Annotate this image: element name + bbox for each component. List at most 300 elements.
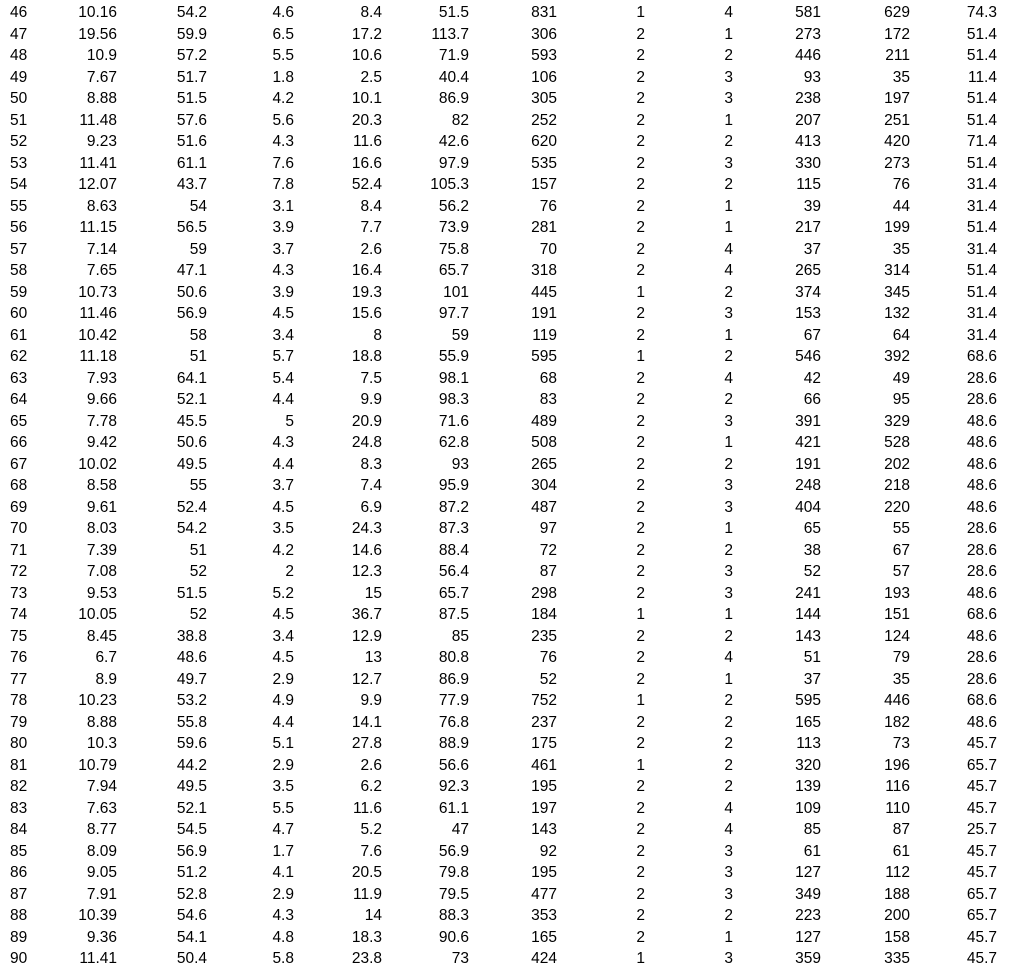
table-cell: 67 <box>892 541 910 559</box>
table-cell: 37 <box>803 240 821 258</box>
table-cell: 320 <box>795 756 821 774</box>
table-cell: 52.8 <box>176 885 207 903</box>
table-cell: 11.6 <box>352 799 382 817</box>
table-cell: 45.7 <box>966 842 997 860</box>
table-cell: 87.3 <box>438 520 469 537</box>
table-cell: 4.3 <box>272 133 294 150</box>
table-cell: 329 <box>884 412 910 430</box>
table-cell: 197 <box>884 90 910 107</box>
table-row <box>0 647 1024 669</box>
table-cell: 13 <box>364 649 382 666</box>
row-index-cell: 66 <box>10 434 28 451</box>
table-cell: 200 <box>884 907 910 924</box>
table-cell: 2 <box>636 25 645 43</box>
table-cell: 461 <box>531 756 557 774</box>
table-cell: 195 <box>531 778 557 795</box>
table-cell: 10.9 <box>86 47 117 64</box>
table-cell: 2 <box>636 627 645 645</box>
table-cell: 11.41 <box>79 154 117 172</box>
table-cell: 51.4 <box>966 219 997 236</box>
row-index-cell: 90 <box>10 950 28 967</box>
table-cell: 238 <box>795 90 821 107</box>
table-row <box>0 411 1024 433</box>
table-cell: 188 <box>884 885 910 903</box>
table-cell: 68.6 <box>966 606 997 623</box>
row-index-cell: 50 <box>10 90 28 107</box>
table-cell: 127 <box>795 864 821 881</box>
table-cell: 4.4 <box>272 713 294 731</box>
table-cell: 38.8 <box>176 627 207 645</box>
table-cell: 48.6 <box>966 412 997 430</box>
table-cell: 1.7 <box>272 842 294 860</box>
table-cell: 2.5 <box>360 68 382 86</box>
table-cell: 413 <box>795 133 821 150</box>
table-row <box>0 927 1024 949</box>
table-cell: 54 <box>189 197 207 215</box>
table-cell: 9.42 <box>86 434 117 451</box>
table-cell: 28.6 <box>966 563 997 580</box>
table-cell: 28.6 <box>966 670 997 688</box>
table-cell: 3 <box>724 412 733 430</box>
table-cell: 10.23 <box>78 692 117 709</box>
table-cell: 265 <box>531 455 557 473</box>
table-cell: 446 <box>884 692 910 709</box>
table-cell: 56.9 <box>438 842 469 860</box>
table-cell: 4 <box>724 369 733 387</box>
table-cell: 57.6 <box>176 111 207 129</box>
row-index-cell: 82 <box>10 778 28 795</box>
table-cell: 273 <box>884 154 910 172</box>
table-cell: 77.9 <box>438 692 469 709</box>
table-cell: 51 <box>189 541 207 559</box>
table-cell: 345 <box>884 283 910 301</box>
table-cell: 5.2 <box>360 821 382 838</box>
table-cell: 353 <box>531 907 557 924</box>
table-cell: 2 <box>636 305 645 322</box>
table-cell: 2 <box>636 68 645 86</box>
table-cell: 7.4 <box>360 477 382 494</box>
table-cell: 119 <box>532 326 557 344</box>
table-cell: 17.2 <box>351 25 382 43</box>
table-cell: 4 <box>724 262 733 279</box>
table-cell: 11.9 <box>352 885 382 903</box>
table-row <box>0 88 1024 110</box>
table-row <box>0 368 1024 390</box>
table-cell: 50.6 <box>176 434 207 451</box>
table-cell: 9.23 <box>86 133 117 150</box>
table-cell: 8.9 <box>95 670 117 688</box>
table-cell: 2 <box>636 90 645 107</box>
table-cell: 54.5 <box>176 821 207 838</box>
table-cell: 191 <box>531 305 557 322</box>
table-cell: 3.5 <box>272 520 294 537</box>
table-cell: 172 <box>884 25 910 43</box>
table-cell: 4.5 <box>272 606 294 623</box>
table-cell: 8 <box>373 326 382 344</box>
table-cell: 2 <box>636 864 645 881</box>
table-cell: 1 <box>636 348 645 365</box>
table-cell: 3.9 <box>272 219 294 236</box>
row-index-cell: 72 <box>10 563 28 580</box>
table-cell: 31.4 <box>966 305 997 322</box>
table-cell: 65 <box>803 520 821 537</box>
table-cell: 9.36 <box>86 928 117 946</box>
table-cell: 195 <box>531 864 557 881</box>
row-index-cell: 83 <box>10 799 28 817</box>
table-cell: 4.2 <box>272 541 294 559</box>
table-cell: 374 <box>795 283 821 301</box>
table-cell: 4 <box>724 4 733 21</box>
table-row <box>0 282 1024 304</box>
table-row <box>0 862 1024 884</box>
table-cell: 3 <box>724 68 733 86</box>
table-cell: 86.9 <box>438 670 469 688</box>
table-row <box>0 561 1024 583</box>
table-cell: 57.2 <box>176 47 207 64</box>
table-cell: 48.6 <box>966 627 997 645</box>
table-cell: 2.9 <box>272 670 294 688</box>
table-cell: 55 <box>892 520 910 537</box>
table-cell: 73.9 <box>438 219 469 236</box>
table-cell: 49.5 <box>176 778 207 795</box>
table-cell: 20.5 <box>351 864 382 881</box>
table-cell: 273 <box>795 25 821 43</box>
table-cell: 7.78 <box>86 412 117 430</box>
table-cell: 67 <box>803 326 821 344</box>
row-index-cell: 68 <box>10 477 28 494</box>
table-cell: 314 <box>884 262 910 279</box>
row-index-cell: 46 <box>10 4 28 21</box>
row-index-cell: 80 <box>10 735 28 752</box>
table-cell: 8.88 <box>86 90 117 107</box>
row-index-cell: 87 <box>10 885 28 903</box>
table-cell: 88.9 <box>438 735 469 752</box>
table-cell: 10.6 <box>351 47 382 64</box>
table-cell: 3 <box>724 584 733 602</box>
table-row <box>0 733 1024 755</box>
table-cell: 2 <box>636 778 645 795</box>
table-cell: 2.9 <box>272 756 294 774</box>
table-cell: 2 <box>636 47 645 64</box>
table-cell: 42 <box>803 369 821 387</box>
table-cell: 2 <box>636 111 645 129</box>
table-cell: 85 <box>803 821 821 838</box>
table-cell: 45.7 <box>966 778 997 795</box>
table-cell: 4 <box>724 799 733 817</box>
row-index-cell: 73 <box>10 584 28 602</box>
table-cell: 831 <box>531 4 557 21</box>
table-cell: 241 <box>795 584 821 602</box>
table-cell: 44.2 <box>176 756 207 774</box>
table-cell: 10.02 <box>78 455 117 473</box>
table-cell: 199 <box>884 219 910 236</box>
table-cell: 3 <box>724 154 733 172</box>
table-cell: 7.39 <box>86 541 117 559</box>
table-cell: 1 <box>724 670 733 688</box>
table-cell: 237 <box>531 713 557 731</box>
table-cell: 2 <box>636 498 645 516</box>
table-cell: 3 <box>724 90 733 107</box>
table-cell: 70 <box>539 240 557 258</box>
table-cell: 2 <box>636 735 645 752</box>
table-cell: 48.6 <box>966 713 997 731</box>
table-cell: 4.7 <box>272 821 294 838</box>
table-cell: 31.4 <box>966 197 997 215</box>
table-cell: 182 <box>884 713 910 731</box>
table-cell: 1 <box>724 111 733 129</box>
table-row <box>0 540 1024 562</box>
table-cell: 51.5 <box>438 4 469 21</box>
table-cell: 2 <box>636 391 645 408</box>
table-cell: 2 <box>636 907 645 924</box>
table-cell: 48.6 <box>966 477 997 494</box>
table-cell: 3 <box>724 864 733 881</box>
table-cell: 2 <box>724 283 733 301</box>
table-cell: 53.2 <box>176 692 207 709</box>
table-row <box>0 389 1024 411</box>
row-index-cell: 52 <box>10 133 28 150</box>
table-cell: 97.7 <box>438 305 469 322</box>
row-index-cell: 54 <box>10 176 28 193</box>
table-cell: 56.6 <box>438 756 469 774</box>
table-cell: 2 <box>636 928 645 946</box>
table-row <box>0 45 1024 67</box>
table-cell: 1 <box>724 219 733 236</box>
table-cell: 4.4 <box>272 391 294 408</box>
row-index-cell: 58 <box>10 262 28 279</box>
table-cell: 10.3 <box>86 735 117 752</box>
table-cell: 79.5 <box>438 885 469 903</box>
table-cell: 27.8 <box>351 735 382 752</box>
table-cell: 75.8 <box>438 240 469 258</box>
table-cell: 7.94 <box>86 778 117 795</box>
table-cell: 196 <box>884 756 910 774</box>
table-cell: 14.1 <box>351 713 382 731</box>
table-cell: 620 <box>531 133 557 150</box>
table-cell: 16.6 <box>351 154 382 172</box>
table-cell: 7.6 <box>272 154 294 172</box>
table-cell: 2 <box>636 240 645 258</box>
table-cell: 116 <box>885 778 910 795</box>
table-cell: 424 <box>531 950 557 967</box>
table-row <box>0 776 1024 798</box>
table-cell: 10.73 <box>78 283 117 301</box>
table-cell: 2 <box>636 369 645 387</box>
table-cell: 28.6 <box>966 520 997 537</box>
table-cell: 11.4 <box>967 68 997 86</box>
table-cell: 56.5 <box>176 219 207 236</box>
table-cell: 18.8 <box>351 348 382 365</box>
table-cell: 5.8 <box>272 950 294 967</box>
table-cell: 581 <box>795 4 821 21</box>
table-cell: 92 <box>539 842 557 860</box>
table-cell: 51.2 <box>176 864 207 881</box>
table-cell: 52.1 <box>176 391 207 408</box>
table-cell: 2 <box>636 885 645 903</box>
table-cell: 1 <box>724 606 733 623</box>
table-row <box>0 475 1024 497</box>
table-cell: 8.4 <box>360 197 382 215</box>
table-cell: 52.1 <box>176 799 207 817</box>
table-cell: 97 <box>539 520 557 537</box>
table-cell: 88.3 <box>438 907 469 924</box>
table-cell: 57 <box>892 563 910 580</box>
table-cell: 7.5 <box>360 369 382 387</box>
table-cell: 4.4 <box>272 455 294 473</box>
table-cell: 175 <box>531 735 557 752</box>
table-row <box>0 841 1024 863</box>
table-cell: 79 <box>892 649 910 666</box>
table-cell: 2 <box>636 541 645 559</box>
table-cell: 65.7 <box>966 756 997 774</box>
table-cell: 446 <box>795 47 821 64</box>
table-cell: 217 <box>795 219 821 236</box>
table-row <box>0 884 1024 906</box>
table-cell: 80.8 <box>438 649 469 666</box>
table-cell: 10.79 <box>78 756 117 774</box>
table-cell: 445 <box>531 283 557 301</box>
table-cell: 5.5 <box>272 47 294 64</box>
table-cell: 9.61 <box>86 498 117 516</box>
table-cell: 5.6 <box>272 111 294 129</box>
table-cell: 43.7 <box>176 176 207 193</box>
table-cell: 95.9 <box>438 477 469 494</box>
table-cell: 2 <box>724 627 733 645</box>
row-index-cell: 84 <box>10 821 28 838</box>
table-cell: 487 <box>531 498 557 516</box>
table-row <box>0 626 1024 648</box>
table-cell: 508 <box>531 434 557 451</box>
table-cell: 76 <box>539 649 557 666</box>
table-cell: 330 <box>795 154 821 172</box>
table-cell: 7.65 <box>86 262 117 279</box>
table-cell: 421 <box>795 434 821 451</box>
table-cell: 157 <box>531 176 557 193</box>
table-cell: 335 <box>884 950 910 967</box>
table-cell: 65.7 <box>966 907 997 924</box>
table-cell: 68.6 <box>966 348 997 365</box>
table-cell: 2 <box>636 649 645 666</box>
table-cell: 2 <box>636 477 645 494</box>
table-cell: 65.7 <box>438 262 469 279</box>
table-cell: 59.6 <box>176 735 207 752</box>
table-cell: 68 <box>539 369 557 387</box>
table-row <box>0 905 1024 927</box>
table-cell: 220 <box>884 498 910 516</box>
table-cell: 2 <box>724 455 733 473</box>
table-cell: 24.3 <box>351 520 382 537</box>
table-cell: 101 <box>443 283 469 301</box>
table-cell: 85 <box>451 627 469 645</box>
table-cell: 1 <box>724 25 733 43</box>
row-index-cell: 75 <box>10 627 28 645</box>
table-cell: 1 <box>636 283 645 301</box>
table-cell: 61 <box>803 842 821 860</box>
table-cell: 76 <box>539 197 557 215</box>
table-cell: 48.6 <box>966 498 997 516</box>
table-row <box>0 239 1024 261</box>
table-cell: 3 <box>724 950 733 967</box>
table-cell: 62.8 <box>438 434 469 451</box>
table-cell: 52 <box>189 563 207 580</box>
table-row <box>0 755 1024 777</box>
table-cell: 5.4 <box>272 369 294 387</box>
table-cell: 202 <box>884 455 910 473</box>
table-cell: 87 <box>539 563 557 580</box>
table-cell: 45.7 <box>966 799 997 817</box>
table-cell: 595 <box>531 348 557 365</box>
table-cell: 40.4 <box>438 68 469 86</box>
table-cell: 113.7 <box>431 25 469 43</box>
table-cell: 10.39 <box>78 907 117 924</box>
table-cell: 49.7 <box>176 670 207 688</box>
table-cell: 391 <box>795 412 821 430</box>
table-cell: 48.6 <box>966 434 997 451</box>
table-cell: 404 <box>795 498 821 516</box>
table-cell: 2.6 <box>360 240 382 258</box>
table-row <box>0 303 1024 325</box>
table-cell: 8.03 <box>86 520 117 537</box>
table-cell: 71.9 <box>438 47 469 64</box>
table-cell: 1 <box>724 197 733 215</box>
table-cell: 11.6 <box>352 133 382 150</box>
data-table <box>0 2 1024 970</box>
table-cell: 50.4 <box>176 950 207 967</box>
table-cell: 51.4 <box>966 47 997 64</box>
table-cell: 88.4 <box>438 541 469 559</box>
table-cell: 52 <box>539 670 557 688</box>
table-cell: 546 <box>795 348 821 365</box>
table-row <box>0 174 1024 196</box>
table-cell: 2 <box>636 520 645 537</box>
table-cell: 2 <box>724 692 733 709</box>
table-cell: 2 <box>636 219 645 236</box>
table-cell: 5.7 <box>272 348 294 365</box>
table-cell: 3 <box>724 305 733 322</box>
table-cell: 51.4 <box>966 90 997 107</box>
table-cell: 11.18 <box>79 348 117 365</box>
table-cell: 4.1 <box>272 864 294 881</box>
table-cell: 223 <box>795 907 821 924</box>
table-cell: 35 <box>892 240 910 258</box>
table-cell: 165 <box>531 928 557 946</box>
table-cell: 4 <box>724 821 733 838</box>
table-cell: 19.56 <box>78 25 117 43</box>
table-cell: 10.16 <box>78 4 117 21</box>
table-cell: 143 <box>531 821 557 838</box>
table-cell: 298 <box>531 584 557 602</box>
table-cell: 3 <box>724 885 733 903</box>
table-cell: 7.91 <box>86 885 117 903</box>
table-row <box>0 110 1024 132</box>
table-cell: 20.9 <box>351 412 382 430</box>
table-cell: 51.5 <box>176 584 207 602</box>
table-cell: 2 <box>724 735 733 752</box>
table-cell: 61.1 <box>438 799 469 817</box>
table-cell: 45.7 <box>966 735 997 752</box>
table-cell: 193 <box>884 584 910 602</box>
table-cell: 71.6 <box>438 412 469 430</box>
table-cell: 87.5 <box>438 606 469 623</box>
row-index-cell: 56 <box>10 219 28 236</box>
table-cell: 144 <box>795 606 821 623</box>
table-cell: 113 <box>796 735 821 752</box>
row-index-cell: 69 <box>10 498 28 516</box>
row-index-cell: 48 <box>10 47 28 64</box>
table-cell: 47 <box>451 821 469 838</box>
table-cell: 55 <box>189 477 207 494</box>
table-cell: 82 <box>451 111 469 129</box>
